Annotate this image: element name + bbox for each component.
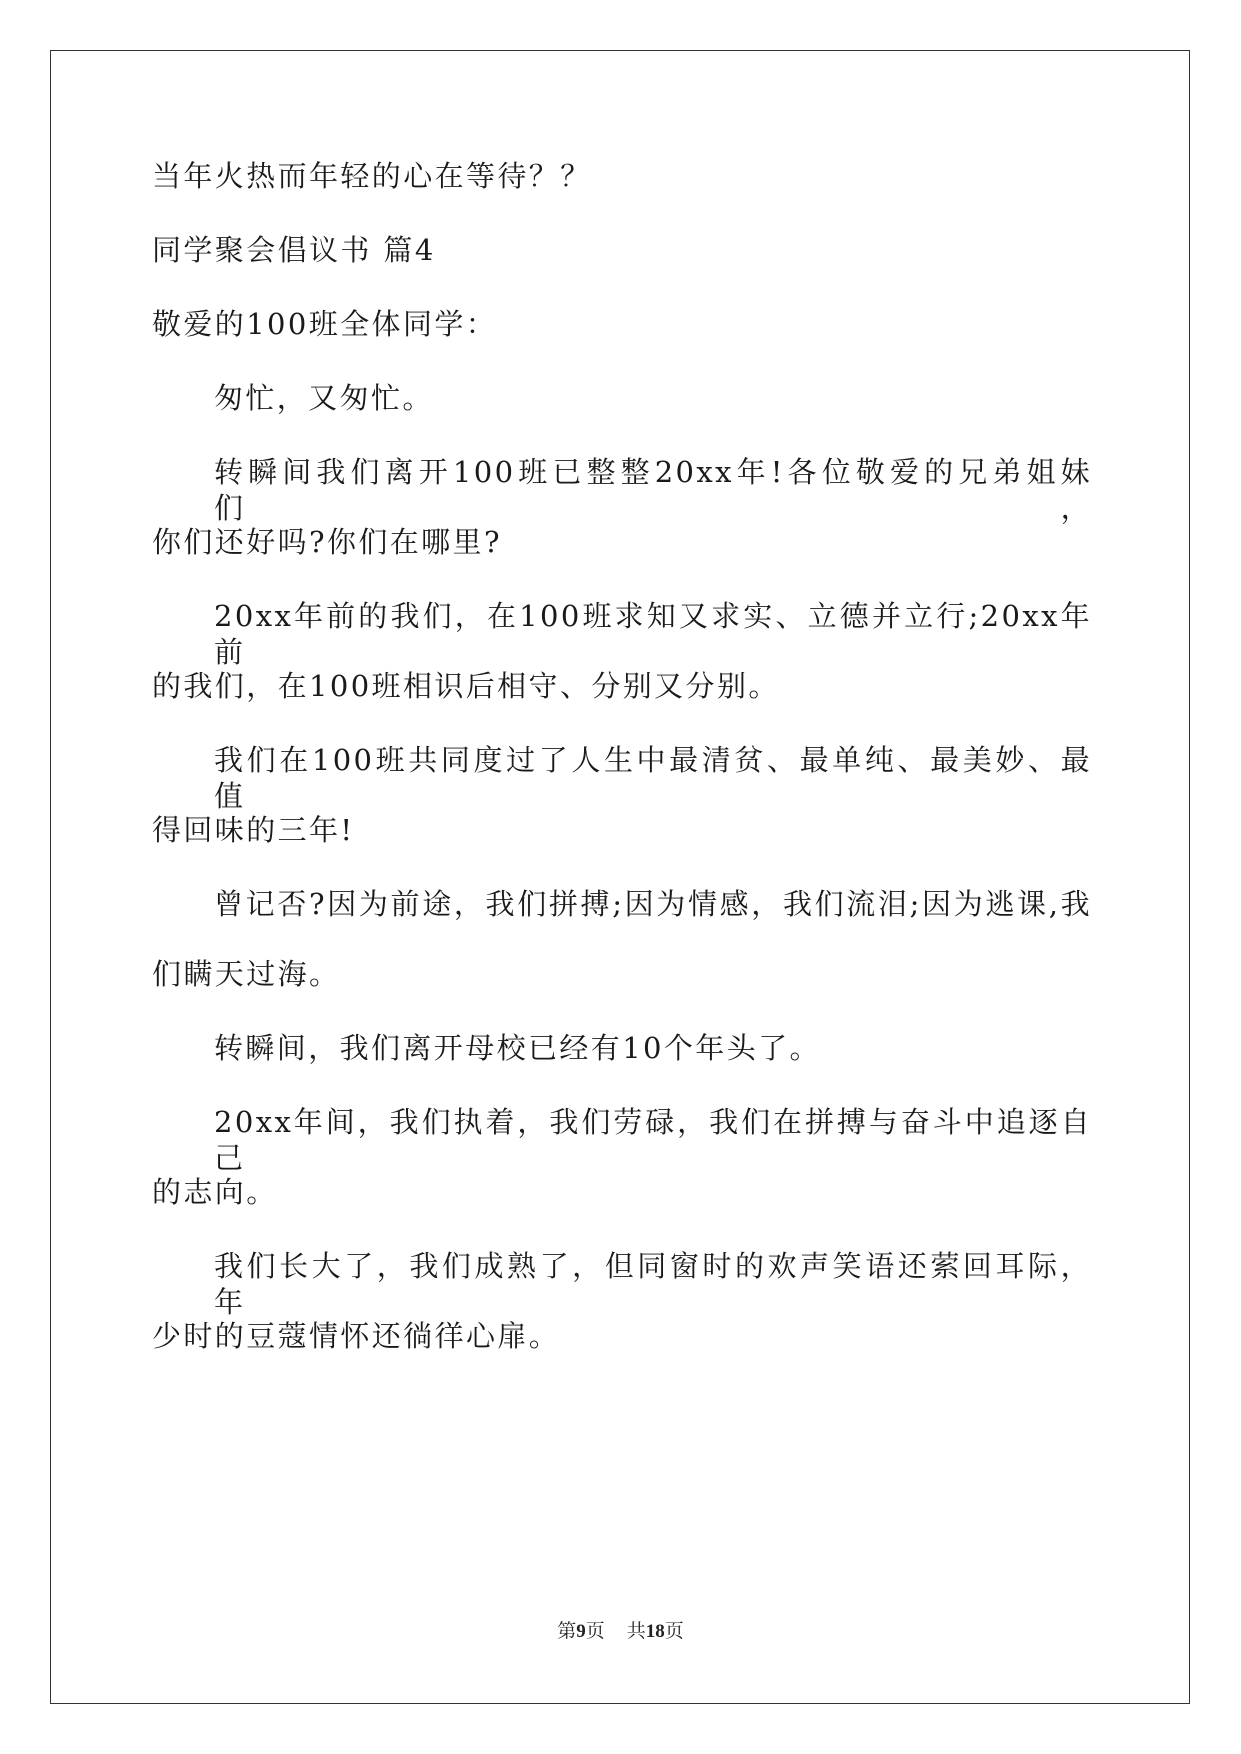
text-line-continuation: 当年火热而年轻的心在等待？？ — [152, 159, 592, 193]
paragraph-line: 匆忙，又匆忙。 — [214, 381, 434, 415]
paragraph-line: 我们长大了，我们成熟了，但同窗时的欢声笑语还萦回耳际，年 — [214, 1249, 1092, 1319]
paragraph-line: 转瞬间，我们离开母校已经有10个年头了。 — [214, 1031, 821, 1065]
paragraph-line: 你们还好吗?你们在哪里? — [152, 525, 502, 559]
salutation: 敬爱的100班全体同学： — [152, 307, 498, 341]
section-heading: 同学聚会倡议书 篇4 — [152, 233, 436, 267]
paragraph-line: 的志向。 — [152, 1175, 278, 1209]
paragraph-line: 们瞒天过海。 — [152, 957, 341, 991]
paragraph-line: 20xx年间，我们执着，我们劳碌，我们在拼搏与奋斗中追逐自己 — [214, 1105, 1092, 1175]
total-pages: 18 — [645, 1621, 665, 1642]
paragraph-line: 20xx年前的我们，在100班求知又求实、立德并立行;20xx年前 — [214, 599, 1092, 669]
page-prefix: 第 — [557, 1621, 577, 1642]
page-suffix: 页 — [585, 1621, 605, 1642]
page-number: 9 — [576, 1621, 586, 1642]
page-footer — [0, 1620, 1241, 1644]
total-suffix: 页 — [664, 1621, 684, 1642]
paragraph-line: 得回味的三年! — [152, 813, 355, 847]
paragraph-line: 转瞬间我们离开100班已整整20xx年!各位敬爱的兄弟姐妹们， — [214, 455, 1092, 525]
paragraph-line: 我们在100班共同度过了人生中最清贫、最单纯、最美妙、最值 — [214, 743, 1092, 813]
total-prefix: 共 — [626, 1621, 646, 1642]
page-border — [50, 50, 1190, 1704]
paragraph-line: 少时的豆蔻情怀还徜徉心扉。 — [152, 1319, 561, 1353]
paragraph-line: 曾记否?因为前途，我们拼搏;因为情感，我们流泪;因为逃课,我 — [214, 887, 1092, 921]
paragraph-line: 的我们，在100班相识后相守、分别又分别。 — [152, 669, 780, 703]
